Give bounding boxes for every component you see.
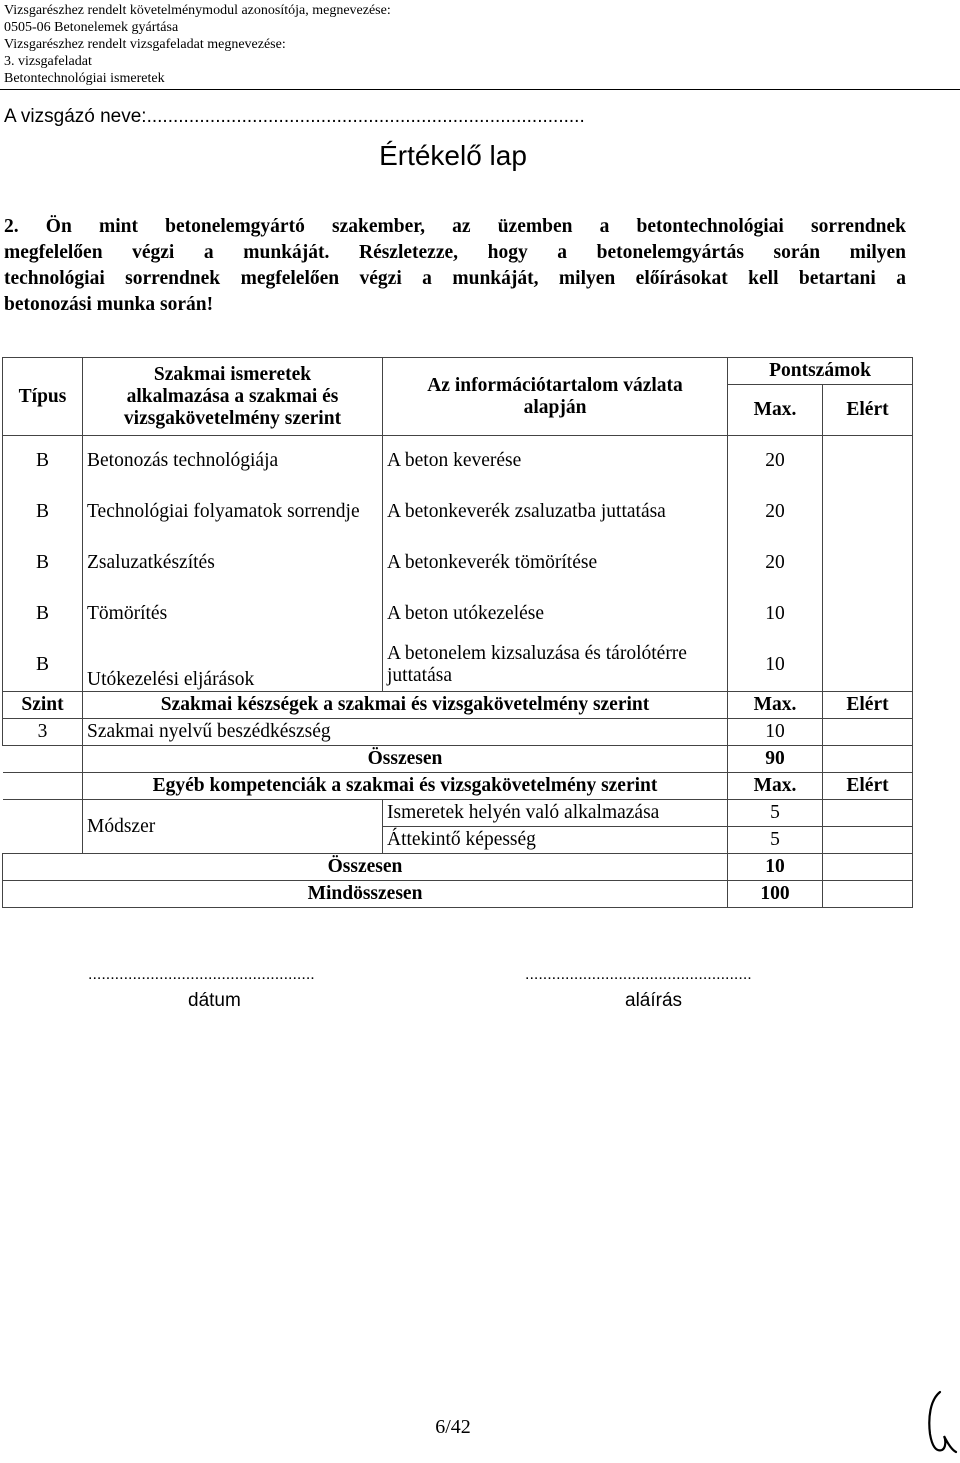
row-skill: Szakmai nyelvű beszédkészség — [83, 719, 728, 746]
row-skill: Tömörítés — [83, 589, 383, 640]
evaluation-table — [2, 357, 913, 908]
subtotal-row — [3, 746, 913, 773]
task-line-2: megfelelően végzi a munkáját. Részletezze, hogy a betonelemgyártás során milyen — [4, 242, 906, 263]
task-line-1: 2. Ön mint betonelemgyártó szakember, az üzemben a betontechnológiai sorrendnek — [4, 216, 906, 237]
row-max: 10 — [728, 640, 823, 692]
table-row — [3, 538, 913, 589]
row-tipus: B — [3, 640, 83, 692]
subtotal-row — [3, 854, 913, 881]
header-elert: Elért — [823, 692, 913, 719]
page-title: Értékelő lap — [379, 140, 527, 171]
row-tipus: B — [3, 487, 83, 538]
header-task-number: 3. vizsgafeladat — [4, 54, 92, 69]
row-elert[interactable] — [823, 719, 913, 746]
row-skill: Zsaluzatkészítés — [83, 538, 383, 589]
row-elert[interactable] — [823, 800, 913, 827]
header-competencies: Egyéb kompetenciák a szakmai és vizsgakövetelmény szerint — [83, 773, 728, 800]
row-competency: Áttekintő képesség — [383, 827, 728, 854]
header-skills: Szakmai készségek a szakmai és vizsgakövetelmény szerint — [83, 692, 728, 719]
total-label: Mindösszesen — [3, 881, 728, 908]
subtotal-elert[interactable] — [823, 854, 913, 881]
header-divider — [0, 89, 960, 90]
row-elert[interactable] — [823, 589, 913, 640]
table-row — [3, 719, 913, 746]
table-row — [3, 640, 913, 692]
table-row — [3, 800, 913, 827]
row-tipus: B — [3, 538, 83, 589]
total-max: 100 — [728, 881, 823, 908]
subtotal-label: Összesen — [83, 746, 728, 773]
row-tipus: B — [3, 436, 83, 487]
row-elert[interactable] — [823, 436, 913, 487]
row-elert[interactable] — [823, 538, 913, 589]
row-max: 20 — [728, 538, 823, 589]
header-task-name: Betontechnológiai ismeretek — [4, 71, 165, 86]
row-max: 20 — [728, 487, 823, 538]
signature-dotted-line: ................................................... — [525, 966, 752, 983]
row-elert[interactable] — [823, 827, 913, 854]
row-competency: Ismeretek helyén való alkalmazása — [383, 800, 728, 827]
subtotal-label: Összesen — [3, 854, 728, 881]
table-row — [3, 589, 913, 640]
header-max: Max. — [728, 385, 823, 436]
total-row — [3, 881, 913, 908]
header-szint: Szint — [3, 692, 83, 719]
table-row — [3, 487, 913, 538]
row-max: 5 — [728, 827, 823, 854]
subtotal-max: 90 — [728, 746, 823, 773]
header-module-name: 0505-06 Betonelemek gyártása — [4, 20, 179, 35]
signature-label: aláírás — [625, 990, 683, 1011]
header-module-label: Vizsgarészhez rendelt követelménymodul azonosítója, megnevezése: — [4, 3, 391, 18]
row-skill: Betonozás technológiája — [83, 436, 383, 487]
table-row — [3, 436, 913, 487]
row-max: 5 — [728, 800, 823, 827]
table-header-row — [3, 358, 913, 385]
row-category: Módszer — [83, 800, 383, 854]
subtotal-max: 10 — [728, 854, 823, 881]
row-info: A beton keverése — [383, 436, 728, 487]
row-elert[interactable] — [823, 487, 913, 538]
row-skill: Utókezelési eljárások — [83, 640, 383, 692]
header-elert: Elért — [823, 385, 913, 436]
task-line-4: betonozási munka során! — [4, 294, 214, 315]
row-szint: 3 — [3, 719, 83, 746]
header-task-label: Vizsgarészhez rendelt vizsgafeladat megnevezése: — [4, 37, 286, 52]
skills-header-row — [3, 692, 913, 719]
row-max: 10 — [728, 719, 823, 746]
row-max: 10 — [728, 589, 823, 640]
header-szakmai: Szakmai ismeretek alkalmazása a szakmai és vizsgakövetelmény szerint — [83, 358, 383, 436]
task-description — [4, 214, 906, 318]
row-elert[interactable] — [823, 640, 913, 692]
candidate-name-line: A vizsgázó neve:................................................................................... — [4, 106, 585, 127]
row-max: 20 — [728, 436, 823, 487]
competencies-header-row — [3, 773, 913, 800]
row-skill: Technológiai folyamatok sorrendje — [83, 487, 383, 538]
row-info: A betonkeverék tömörítése — [383, 538, 728, 589]
header-max: Max. — [728, 773, 823, 800]
page-number: 6/42 — [435, 1416, 471, 1438]
header-pontszamok: Pontszámok — [728, 358, 913, 385]
date-label: dátum — [188, 990, 241, 1011]
total-elert[interactable] — [823, 881, 913, 908]
header-elert: Elért — [823, 773, 913, 800]
header-info: Az információtartalom vázlata alapján — [383, 358, 728, 436]
date-dotted-line: ................................................... — [88, 966, 315, 983]
task-line-3: technológiai sorrendnek megfelelően végzi a munkáját, milyen előírásokat kell betartani a — [4, 268, 906, 289]
row-tipus: B — [3, 589, 83, 640]
subtotal-elert[interactable] — [823, 746, 913, 773]
handwritten-initial-mark — [922, 1388, 958, 1458]
row-info: A betonkeverék zsaluzatba juttatása — [383, 487, 728, 538]
header-tipus: Típus — [3, 358, 83, 436]
row-info: A beton utókezelése — [383, 589, 728, 640]
row-info: A betonelem kizsaluzása és tárolótérre juttatása — [383, 640, 728, 692]
header-max: Max. — [728, 692, 823, 719]
